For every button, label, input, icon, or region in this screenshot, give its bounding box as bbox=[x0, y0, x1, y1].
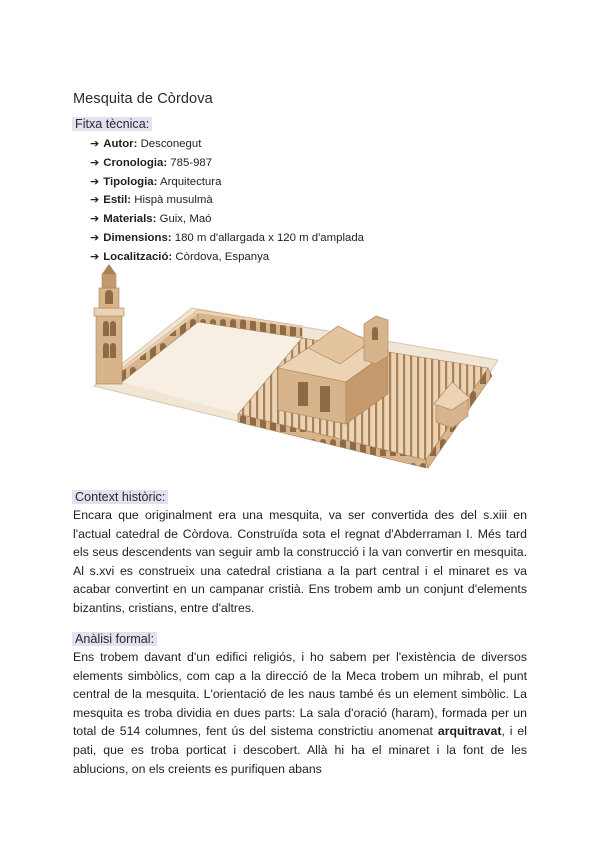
arrow-right-icon: ➔ bbox=[90, 174, 100, 188]
spec-item-localitzacio: ➔ Localització: Còrdova, Espanya bbox=[90, 249, 270, 263]
arrow-right-icon: ➔ bbox=[90, 137, 100, 150]
arrow-right-icon: ➔ bbox=[90, 212, 100, 226]
arrow-right-icon: ➔ bbox=[90, 155, 100, 169]
arrow-right-icon: ➔ bbox=[90, 193, 100, 207]
spec-item-dimensions: ➔ Dimensions: 180 m d'allargada x 120 m d'amplada bbox=[90, 230, 364, 244]
context-historic-paragraph: Encara que originalment era una mesquita, va ser convertida des del s.xiii en l'actual catedral de Còrdova. Construïda sota el regnat d'Abderraman I. Més tard els seus descendents van seguir amb la construcció i la van convertir en mesquita. Al s.xvi es construeix una catedral cristiana a la part central i el minaret es va acabar convertint en un campanar cristià. Ens trobem amb un conjunt d'elements bizantins, cristians, entre d'altres. bbox=[73, 508, 527, 615]
arrow-right-icon: ➔ bbox=[90, 249, 100, 263]
spec-item-tipologia: ➔ Tipologia: Arquitectura bbox=[90, 174, 222, 188]
analisi-formal-heading: Anàlisi formal: bbox=[72, 632, 157, 646]
arrow-right-icon: ➔ bbox=[90, 230, 100, 244]
spec-item-cronologia: ➔ Cronologia: 785-987 bbox=[90, 155, 213, 169]
spec-item-estil: ➔ Estil: Hispà musulmà bbox=[90, 193, 213, 207]
fitxa-tecnica-list bbox=[90, 135, 364, 267]
bold-term: arquitravat bbox=[437, 724, 502, 739]
mosque-model-image bbox=[88, 264, 498, 472]
page-title: Mesquita de Còrdova bbox=[73, 91, 213, 107]
fitxa-tecnica-heading: Fitxa tècnica: bbox=[72, 117, 152, 131]
spec-item-materials: ➔ Materials: Guix, Maó bbox=[90, 212, 212, 226]
analisi-formal-paragraph: Ens trobem davant d'un edifici religiós, i ho sabem per l'existència de diversos elements simbòlics, com cap a la direcció de la Meca trobem un mihrab, el punt central de la mesquita. L'orientació de les naus també és un element simbòlic. La mesquita es troba dividia en dues parts: La sala d'oració (haram), formada per un total de 514 columnes, fent ús del sistema constrictiu anomenat arquitravat, i el pati, que es troba porticat i descobert. Allà hi ha el minaret i la font de les ablucions, on els creients es purifiquen abans bbox=[73, 650, 527, 776]
spec-item-autor: ➔ Autor: Desconegut bbox=[90, 137, 202, 150]
context-historic-heading: Context històric: bbox=[72, 490, 168, 504]
